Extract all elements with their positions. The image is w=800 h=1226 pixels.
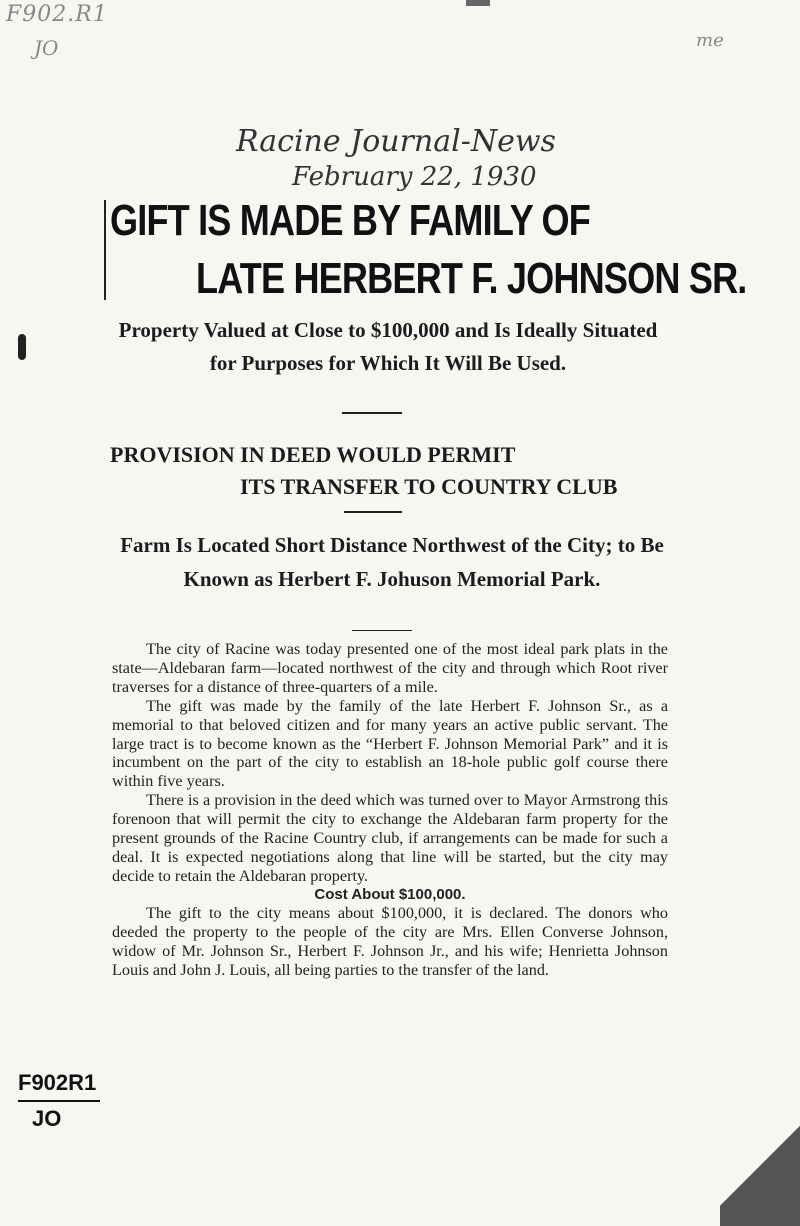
paragraph-4: The gift to the city means about $100,000, it is declared. The donors who deeded the property to the people of the city are Mrs. Ellen Converse Johnson, widow of Mr. Johnson Sr., Herbert F. Johnson Jr., and his wife; Henrietta Johnson Louis and John J. Louis, all being parties to the transfer of the land. — [112, 903, 668, 979]
divider-2 — [344, 511, 402, 513]
column-rule — [104, 200, 106, 300]
binder-hole-mark — [18, 334, 26, 360]
newspaper-source-note: Racine Journal-News — [236, 124, 556, 159]
divider-3 — [352, 630, 412, 631]
headline-line-2: LATE HERBERT F. JOHNSON SR. — [196, 254, 747, 303]
archive-subcode-bottom: JO — [32, 1106, 62, 1131]
deck-1: Property Valued at Close to $100,000 and Is Ideally Situated for Purposes for Which It Will Be Used. — [118, 318, 658, 375]
article-body — [112, 640, 668, 979]
archive-subcode-top: JO — [34, 36, 59, 60]
archive-code-box — [18, 1070, 100, 1132]
paragraph-2: The gift was made by the family of the late Herbert F. Johnson Sr., as a memorial to that beloved citizen and for many years an active public servant. The large tract is to become known as the “Herbert F. Johnson Memorial Park” and it is incumbent on the part of the city to establish an 18-hole public golf course there within five years. — [112, 696, 668, 791]
headline-line-1: GIFT IS MADE BY FAMILY OF — [110, 196, 591, 245]
deck-2-line-1: PROVISION IN DEED WOULD PERMIT — [110, 442, 516, 467]
clipping-edge-mark — [466, 0, 490, 6]
paragraph-1: The city of Racine was today presented one of the most ideal park plats in the state—Aldebaran farm—located northwest of the city and through which Root river traverses for a distance of three-quarters of a mile. — [112, 640, 668, 696]
deck-3: Farm Is Located Short Distance Northwest of the City; to Be Known as Herbert F. Johuson Memorial Park. — [120, 533, 664, 591]
archive-code-top: F902.R1 — [6, 2, 108, 27]
deck-2-line-2: ITS TRANSFER TO COUNTRY CLUB — [240, 474, 618, 499]
archive-code-bottom: F902R1 — [18, 1070, 97, 1095]
date-note: February 22, 1930 — [292, 162, 537, 192]
subhead: Cost About $100,000. — [314, 885, 466, 903]
divider-1 — [342, 412, 402, 414]
handwritten-mark: me — [696, 30, 724, 51]
code-underline — [18, 1100, 100, 1102]
paragraph-3: There is a provision in the deed which was turned over to Mayor Armstrong this forenoon that will permit the city to exchange the Aldebaran farm property for the present grounds of the Racine Country club, if arrangements can be made for such a deal. It is expected negotiations along that line will be started, but the city may decide to retain the Aldebaran property. — [112, 791, 668, 885]
page-corner-shadow — [720, 1106, 800, 1226]
